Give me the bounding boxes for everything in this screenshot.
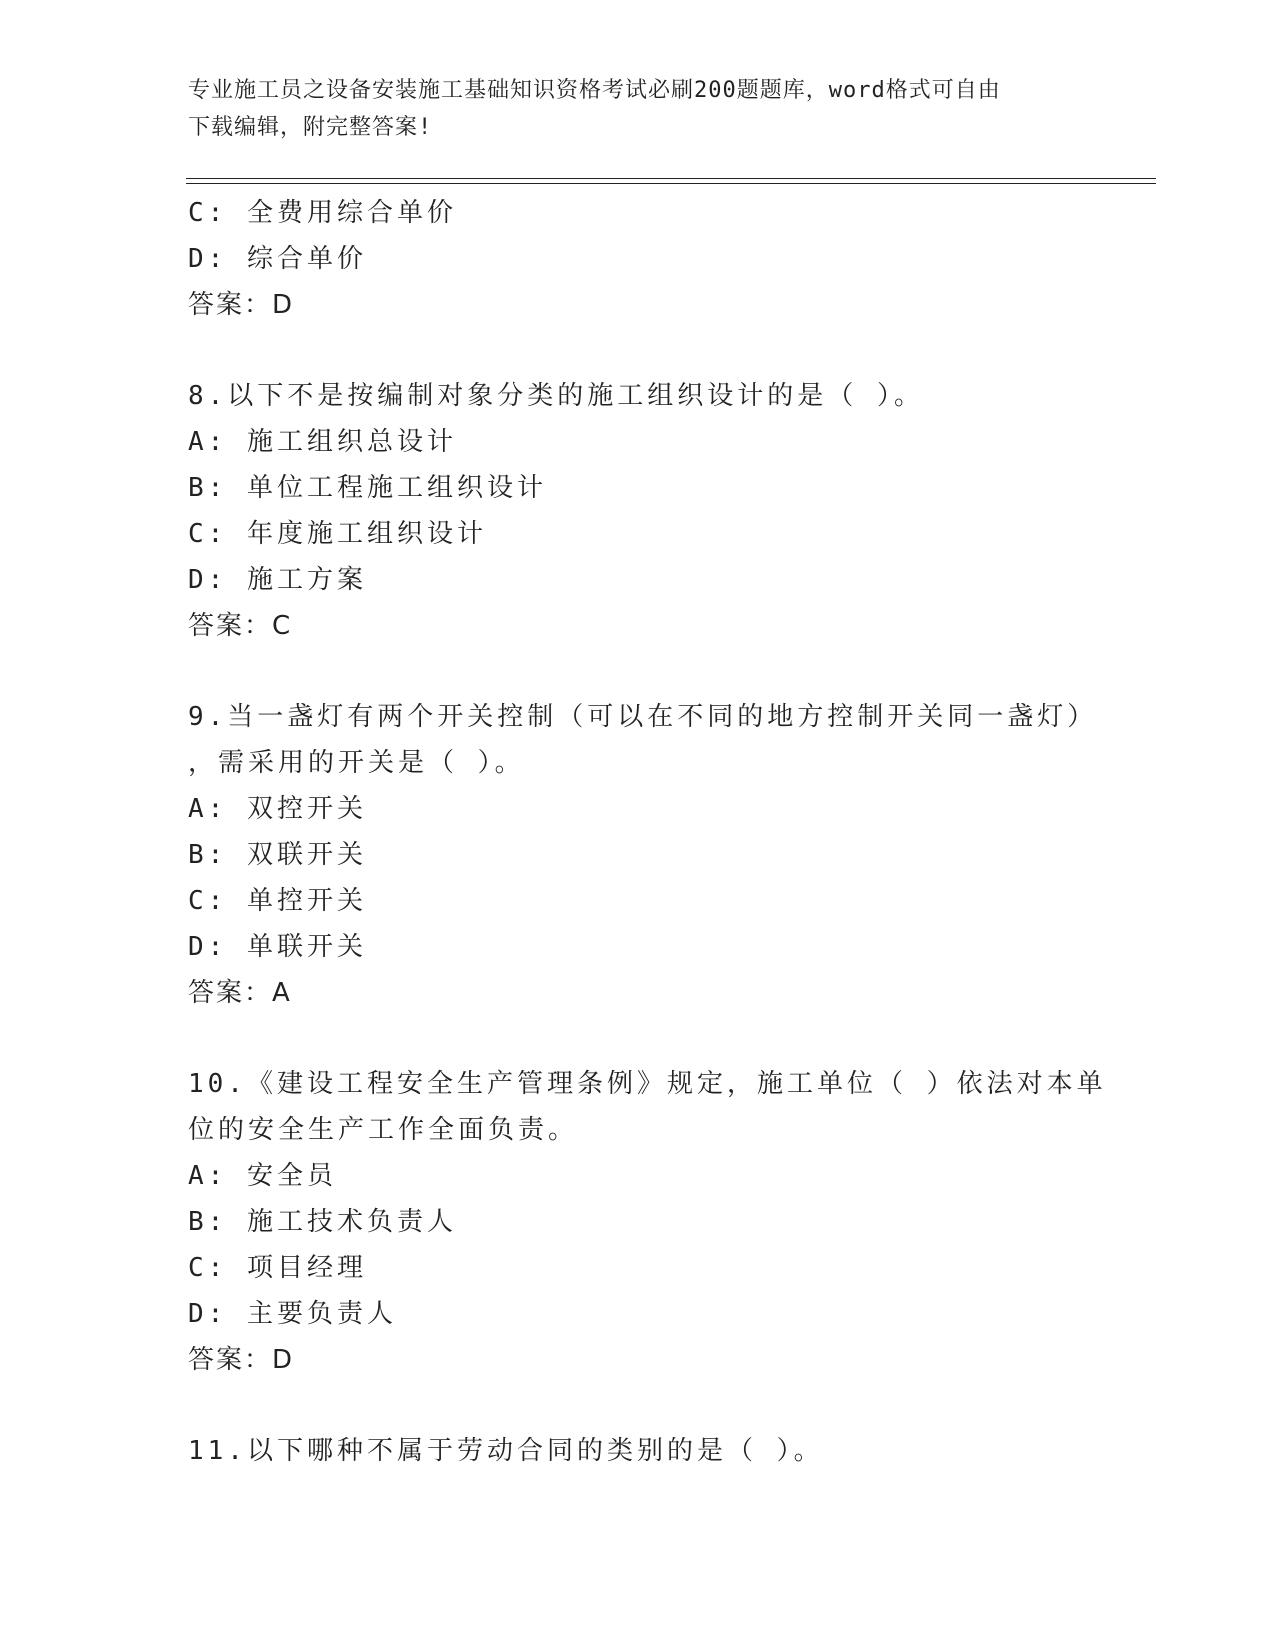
option-b: B: 施工技术负责人 xyxy=(188,1207,457,1237)
question-stem: 11.以下哪种不属于劳动合同的类别的是（ ）。 xyxy=(188,1436,824,1466)
option-b: B: 单位工程施工组织设计 xyxy=(188,473,547,503)
header-divider xyxy=(186,178,1156,184)
previous-question-tail xyxy=(188,190,1088,328)
answer: 答案：D xyxy=(188,290,295,320)
option-a: A: 安全员 xyxy=(188,1161,337,1191)
answer: 答案：A xyxy=(188,978,292,1008)
option-c: C: 年度施工组织设计 xyxy=(188,519,487,549)
option-c: C: 单控开关 xyxy=(188,886,367,916)
question-10 xyxy=(188,1061,1107,1383)
option-d: D: 主要负责人 xyxy=(188,1299,397,1329)
question-stem: 10.《建设工程安全生产管理条例》规定，施工单位（ ）依法对本单 xyxy=(188,1069,1107,1099)
option-c: C: 项目经理 xyxy=(188,1253,367,1283)
option-c: C: 全费用综合单价 xyxy=(188,198,457,228)
question-stem: 9.当一盏灯有两个开关控制（可以在不同的地方控制开关同一盏灯） xyxy=(188,702,1098,732)
question-stem: 8.以下不是按编制对象分类的施工组织设计的是（ ）。 xyxy=(188,381,924,411)
answer: 答案：D xyxy=(188,1345,295,1375)
option-d: D: 单联开关 xyxy=(188,932,367,962)
question-list xyxy=(188,190,1107,1474)
option-d: D: 施工方案 xyxy=(188,565,367,595)
answer: 答案：C xyxy=(188,611,293,641)
question-8 xyxy=(188,373,1088,649)
question-9 xyxy=(188,694,1098,1016)
question-stem-cont: ，需采用的开关是（ ）。 xyxy=(188,748,525,778)
option-b: B: 双联开关 xyxy=(188,840,367,870)
question-stem-cont: 位的安全生产工作全面负责。 xyxy=(188,1115,579,1145)
page-header xyxy=(188,72,1078,146)
header-line-2: 下载编辑，附完整答案! xyxy=(188,115,433,140)
option-d: D: 综合单价 xyxy=(188,244,367,274)
option-a: A: 施工组织总设计 xyxy=(188,427,457,457)
option-a: A: 双控开关 xyxy=(188,794,367,824)
header-line-1: 专业施工员之设备安装施工基础知识资格考试必刷200题题库，word格式可自由 xyxy=(188,78,1001,103)
question-11 xyxy=(188,1428,1088,1474)
